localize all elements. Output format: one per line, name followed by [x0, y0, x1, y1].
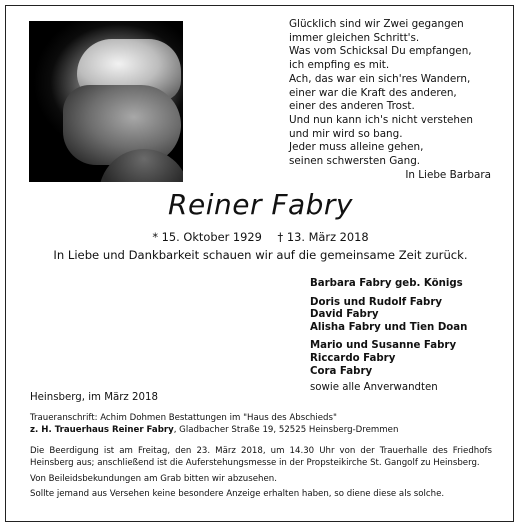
- mourners-closing: sowie alle Anverwandten: [310, 382, 438, 394]
- poem-line: einer des anderen Trost.: [289, 100, 415, 113]
- mourner-name: Doris und Rudolf Fabry: [310, 296, 442, 308]
- address-house: z. H. Trauerhaus Reiner Fabry: [30, 425, 174, 436]
- poem-line: Jeder muss alleine gehen,: [289, 141, 424, 154]
- mourner-name: Riccardo Fabry: [310, 352, 396, 364]
- mourner-name: Mario und Susanne Fabry: [310, 340, 457, 352]
- life-dates: [0, 230, 521, 244]
- death-date: † 13. März 2018: [277, 230, 369, 244]
- deceased-name: Reiner Fabry: [168, 188, 353, 221]
- address-line: Traueranschrift: Achim Dohmen Bestattungen im "Haus des Abschieds": [30, 413, 337, 423]
- mourner-name: Cora Fabry: [310, 365, 373, 377]
- place-date: Heinsberg, im März 2018: [30, 392, 158, 403]
- mourner-name: David Fabry: [310, 309, 379, 321]
- birth-date: * 15. Oktober 1929: [152, 230, 262, 244]
- portrait-photo: [29, 21, 183, 182]
- address-line: [30, 424, 398, 436]
- remembrance-line: In Liebe und Dankbarkeit schauen wir auf die gemeinsame Zeit zurück.: [53, 248, 468, 262]
- poem: [289, 18, 499, 181]
- condolence-note: Von Beileidsbekundungen am Grab bitten wir abzusehen.: [30, 473, 277, 484]
- poem-line: Glücklich sind wir Zwei gegangen: [289, 18, 464, 30]
- poem-line: Ach, das war ein sich'res Wandern,: [289, 72, 471, 85]
- notice-disclaimer: Sollte jemand aus Versehen keine besondere Anzeige erhalten haben, so diene diese als solche.: [30, 489, 445, 500]
- mourner-name: Barbara Fabry geb. Königs: [310, 278, 463, 289]
- funeral-details: Die Beerdigung ist am Freitag, den 23. März 2018, um 14.30 Uhr von der Trauerhalle des Friedhofs Heinsberg aus; anschließend ist die Auferstehungsmesse in der Propsteikirche St. Gangolf zu Heinsberg.: [30, 446, 492, 469]
- poem-line: Und nun kann ich's nicht verstehen: [289, 113, 473, 126]
- mourners-list: [310, 278, 515, 395]
- mourner-name: Alisha Fabry und Tien Doan: [310, 321, 468, 333]
- mourning-address: [30, 412, 398, 437]
- poem-line: seinen schwersten Gang.: [289, 155, 421, 168]
- poem-line: einer war die Kraft des anderen,: [289, 86, 457, 99]
- poem-signature: In Liebe Barbara: [405, 169, 491, 181]
- funeral-info: [30, 445, 492, 501]
- poem-line: immer gleichen Schritt's.: [289, 31, 420, 44]
- poem-line: und mir wird so bang.: [289, 127, 403, 140]
- address-street: , Gladbacher Straße 19, 52525 Heinsberg-Dremmen: [173, 425, 399, 436]
- poem-line: Was vom Schicksal Du empfangen,: [289, 45, 472, 58]
- poem-line: ich empfing es mit.: [289, 59, 390, 72]
